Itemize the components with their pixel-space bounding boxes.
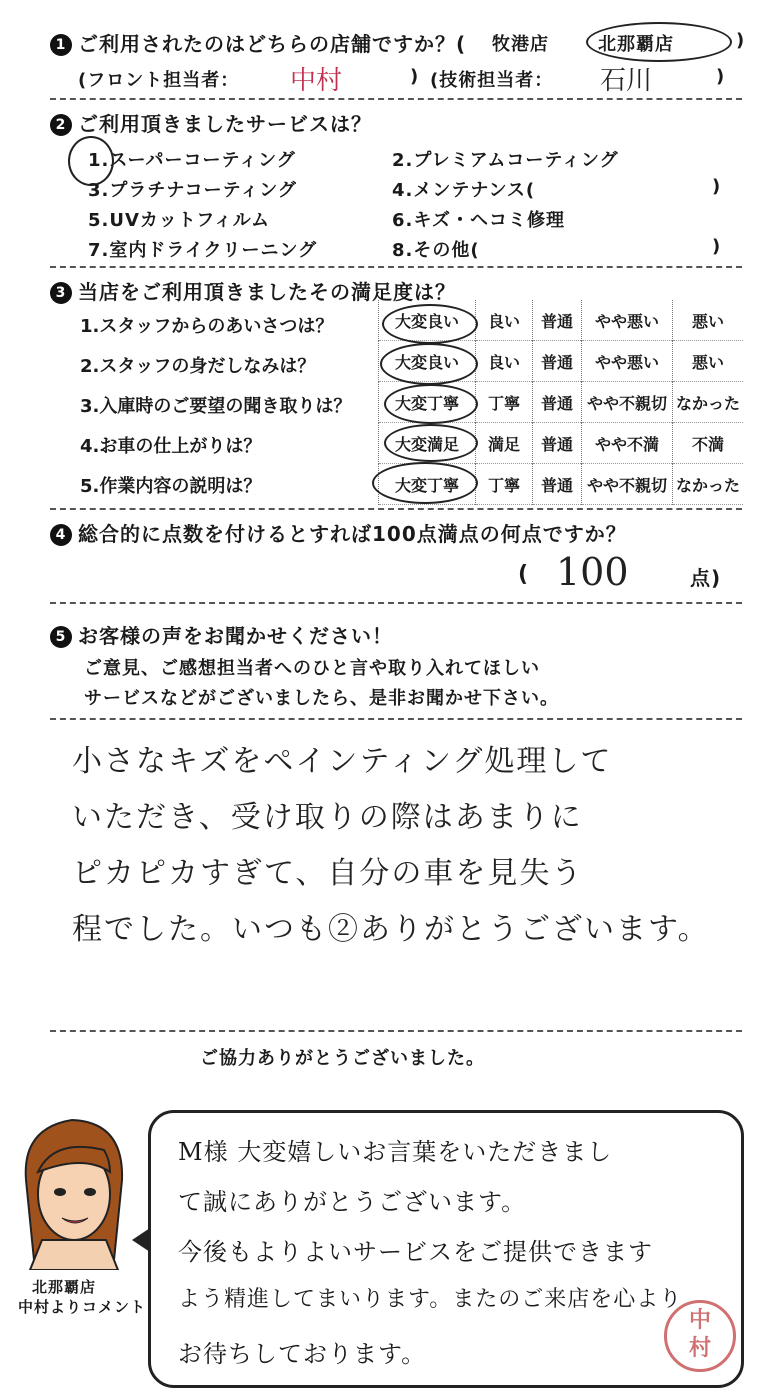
q3-item-label: 4.お車の仕上がりは？ xyxy=(80,436,262,457)
reply-line: 今後もよりよいサービスをご提供できます xyxy=(178,1238,653,1266)
staff-caption: 中村よりコメント xyxy=(18,1298,147,1316)
rating-selection-circle xyxy=(382,304,478,344)
q4-question: 4 総合的に点数を付けるとすれば100点満点の何点ですか？ xyxy=(50,518,627,547)
q2-number-icon: 2 xyxy=(50,114,72,136)
store-option-makiminato: 牧港店 xyxy=(492,34,549,55)
divider xyxy=(50,508,742,510)
divider xyxy=(50,1030,742,1032)
service-2: 2.プレミアムコーティング xyxy=(392,150,619,171)
rating-cell: 普通 xyxy=(533,300,582,341)
rating-cell: 悪い xyxy=(673,341,744,382)
rating-cell: やや悪い xyxy=(582,300,673,341)
service-7: 7.室内ドライクリーニング xyxy=(88,240,318,261)
q3-item-label: 5.作業内容の説明は？ xyxy=(80,476,262,497)
staff-store: 北那覇店 xyxy=(32,1278,97,1296)
q3-item-label: 2.スタッフの身だしなみは？ xyxy=(80,356,316,377)
rating-cell: 大変良い xyxy=(379,300,476,341)
front-staff-label: (フロント担当者： xyxy=(78,70,240,91)
rating-cell: 大変丁寧 xyxy=(379,464,476,505)
divider xyxy=(50,98,742,100)
staff-avatar xyxy=(14,1110,134,1270)
front-staff-value: 中村 xyxy=(290,66,343,96)
store-option-kitanaha: 北那覇店 xyxy=(598,34,674,55)
q5-instructions-line: ご意見、ご感想担当者へのひと言や取り入れてほしい xyxy=(84,658,540,679)
customer-comment-line: 小さなキズをペインティング処理して xyxy=(72,744,613,779)
q4-number-icon: 4 xyxy=(50,524,72,546)
q3-number-icon: 3 xyxy=(50,282,72,304)
score-unit: 点) xyxy=(690,566,722,590)
tech-staff-value: 石川 xyxy=(600,66,653,96)
service-8-close: ) xyxy=(712,236,722,257)
rating-cell: 丁寧 xyxy=(476,382,533,423)
service-4-close: ) xyxy=(712,176,722,197)
service-5: 5.UVカットフィルム xyxy=(88,210,271,231)
store-selection-circle xyxy=(586,22,732,62)
divider xyxy=(50,266,742,268)
service-4: 4.メンテナンス( xyxy=(392,180,536,201)
rating-cell: やや不親切 xyxy=(582,382,673,423)
footer-thanks: ご協力ありがとうございました。 xyxy=(200,1048,485,1069)
rating-cell: 大変満足 xyxy=(379,423,476,464)
tech-staff-label: (技術担当者： xyxy=(430,70,554,91)
reply-line: M様 大変嬉しいお言葉をいただきまし xyxy=(178,1138,613,1166)
rating-cell: やや悪い xyxy=(582,341,673,382)
tech-staff-close: ) xyxy=(716,66,726,87)
rating-cell: 普通 xyxy=(533,341,582,382)
rating-selection-circle xyxy=(372,462,478,504)
q1-number-icon: 1 xyxy=(50,34,72,56)
name-stamp: 中村 xyxy=(664,1300,736,1372)
rating-cell: 良い xyxy=(476,300,533,341)
score-value: 100 xyxy=(556,550,629,594)
q3-item-label: 3.入庫時のご要望の聞き取りは？ xyxy=(80,396,352,417)
front-staff-close: ) xyxy=(410,66,420,87)
q3-item-label: 1.スタッフからのあいさつは？ xyxy=(80,316,334,337)
service-3: 3.プラチナコーティング xyxy=(88,180,297,201)
customer-comment-line: 程でした。いつも②ありがとうございます。 xyxy=(72,912,710,947)
rating-cell: 普通 xyxy=(533,382,582,423)
rating-cell: やや不満 xyxy=(582,423,673,464)
rating-selection-circle xyxy=(384,424,478,462)
q5-number-icon: 5 xyxy=(50,626,72,648)
store-close: ) xyxy=(736,30,746,51)
rating-cell: 不満 xyxy=(673,423,744,464)
rating-selection-circle xyxy=(384,384,478,424)
rating-cell: 大変良い xyxy=(379,341,476,382)
rating-cell: なかった xyxy=(673,382,744,423)
service-8: 8.その他( xyxy=(392,240,480,261)
q2-question: 2 ご利用頂きましたサービスは？ xyxy=(50,108,372,137)
service-1: 1.スーパーコーティング xyxy=(88,150,296,171)
rating-cell: 普通 xyxy=(533,423,582,464)
q5-question: 5 お客様の声をお聞かせください！ xyxy=(50,620,393,649)
service-6: 6.キズ・ヘコミ修理 xyxy=(392,210,566,231)
rating-cell: 良い xyxy=(476,341,533,382)
rating-cell: 普通 xyxy=(533,464,582,505)
rating-cell: やや不親切 xyxy=(582,464,673,505)
divider xyxy=(50,602,742,604)
q5-instructions-line: サービスなどがございましたら、是非お聞かせ下さい。 xyxy=(84,688,559,709)
rating-cell: 満足 xyxy=(476,423,533,464)
reply-line: よう精進してまいります。またのご来店を心より xyxy=(178,1287,683,1312)
q1-question: 1 ご利用されたのはどちらの店舗ですか？( xyxy=(50,28,466,57)
rating-selection-circle xyxy=(380,343,478,385)
customer-comment-line: いただき、受け取りの際はあまりに xyxy=(72,800,583,835)
divider xyxy=(50,718,742,720)
score-open: ( xyxy=(518,562,530,587)
reply-line: お待ちしております。 xyxy=(178,1340,427,1368)
rating-cell: 悪い xyxy=(673,300,744,341)
reply-line: て誠にありがとうございます。 xyxy=(178,1188,527,1216)
rating-cell: なかった xyxy=(673,464,744,505)
rating-cell: 丁寧 xyxy=(476,464,533,505)
rating-cell: 大変丁寧 xyxy=(379,382,476,423)
q3-question: 3 当店をご利用頂きましたその満足度は？ xyxy=(50,276,456,305)
customer-comment-line: ピカピカすぎて、自分の車を見失う xyxy=(72,856,584,891)
